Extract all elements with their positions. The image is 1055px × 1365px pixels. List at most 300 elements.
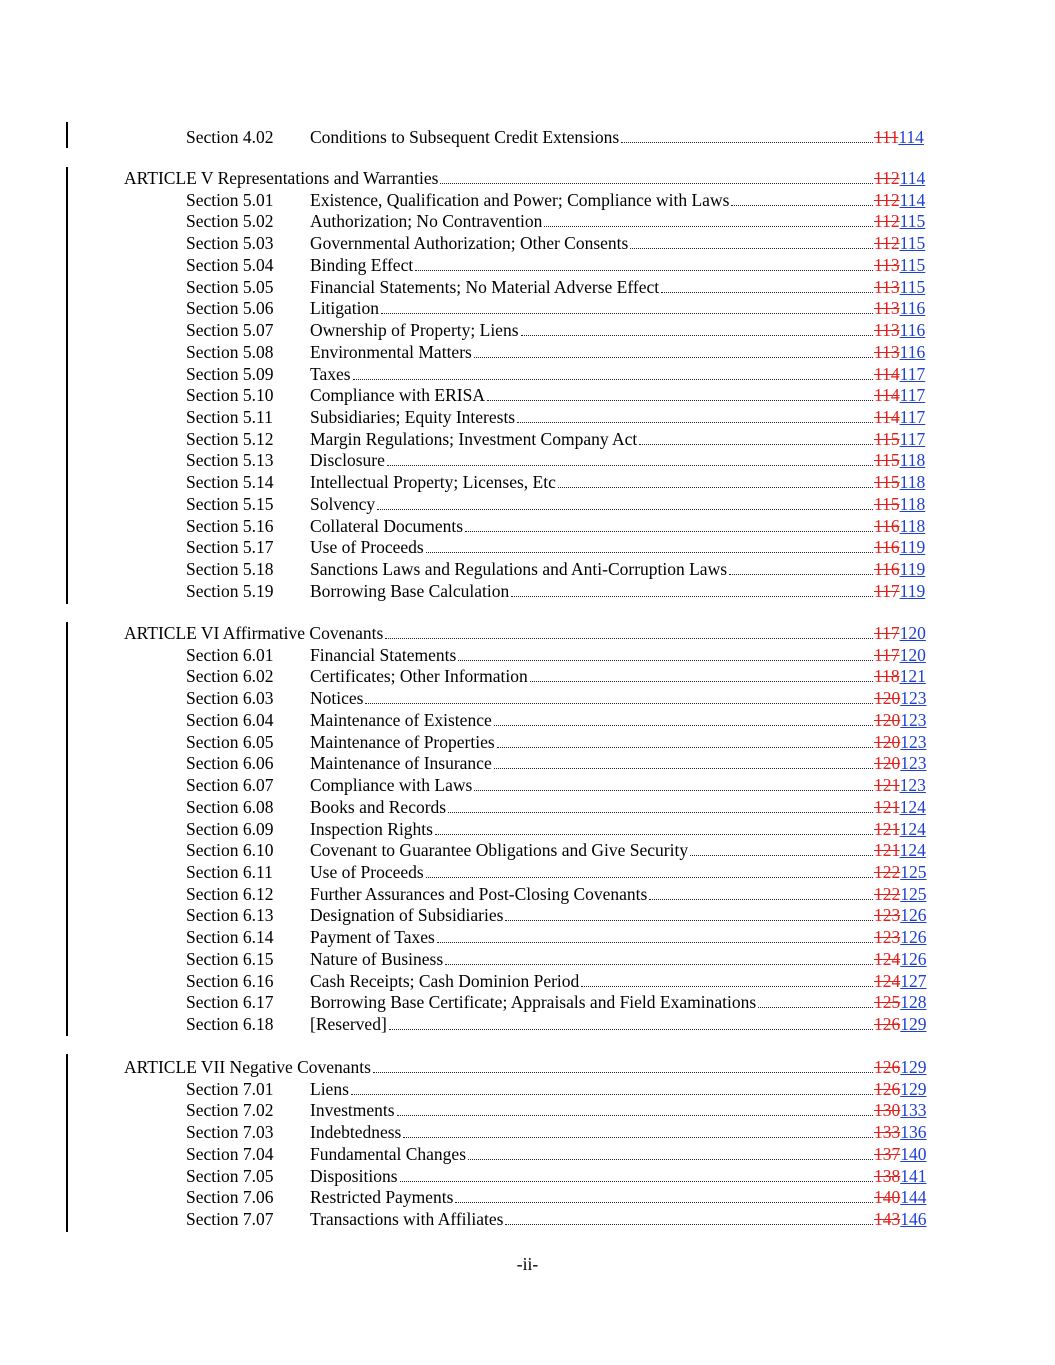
dot-leader: [731, 205, 873, 206]
toc-section-entry[interactable]: [0, 1208, 1055, 1230]
toc-section-entry[interactable]: [0, 384, 1055, 406]
entry-title: Sanctions Laws and Regulations and Anti-Corruption Laws: [310, 559, 728, 580]
page-numbers: [874, 406, 925, 428]
inserted-page-link[interactable]: 121: [899, 666, 926, 687]
inserted-page-link[interactable]: 129: [900, 1078, 927, 1099]
page-numbers: [874, 861, 927, 883]
toc-section-entry[interactable]: [0, 687, 1055, 709]
deleted-page-number: 117: [874, 644, 900, 665]
dot-leader: [621, 142, 873, 143]
toc-section-entry[interactable]: [0, 774, 1055, 796]
toc-section-entry[interactable]: [0, 731, 1055, 753]
page-numbers: [874, 709, 927, 731]
toc-section-entry[interactable]: [0, 796, 1055, 818]
section-number: Section 5.18: [186, 559, 274, 580]
deleted-page-number: 112: [874, 189, 900, 210]
inserted-page-link[interactable]: 117: [899, 407, 926, 428]
section-number: Section 7.04: [186, 1143, 274, 1164]
entry-title: Taxes: [310, 363, 351, 384]
section-number: Section 6.13: [186, 905, 274, 926]
page-numbers: [874, 580, 925, 602]
dot-leader: [474, 357, 873, 358]
entry-title: Maintenance of Insurance: [310, 753, 492, 774]
page-numbers: [874, 883, 927, 905]
entry-title: Certificates; Other Information: [310, 666, 528, 687]
page-numbers: [874, 254, 925, 276]
toc-section-entry[interactable]: [0, 297, 1055, 319]
toc-section-entry[interactable]: [0, 1099, 1055, 1121]
page-numbers: [874, 970, 927, 992]
page-numbers: [874, 818, 926, 840]
section-number: Section 5.01: [186, 189, 274, 210]
inserted-page-link[interactable]: 123: [900, 731, 927, 752]
toc-section-entry[interactable]: [0, 665, 1055, 687]
inserted-page-link[interactable]: 114: [899, 168, 926, 188]
dot-leader: [530, 681, 873, 682]
page-numbers: [874, 1013, 927, 1035]
section-number: Section 7.02: [186, 1100, 274, 1121]
section-number: Section 5.13: [186, 450, 274, 471]
entry-title: Solvency: [310, 493, 376, 514]
section-number: Section 7.03: [186, 1122, 274, 1143]
section-number: Section 6.06: [186, 753, 274, 774]
deleted-page-number: 113: [874, 298, 900, 319]
inserted-page-link[interactable]: 144: [900, 1187, 927, 1208]
entry-title: Existence, Qualification and Power; Compliance with Laws: [310, 189, 730, 210]
deleted-page-number: 113: [874, 254, 900, 275]
entry-title: Restricted Payments: [310, 1187, 454, 1208]
page-numbers: [874, 926, 927, 948]
entry-title: Designation of Subsidiaries: [310, 905, 504, 926]
deleted-page-number: 123: [874, 905, 901, 926]
deleted-page-number: 117: [874, 623, 900, 643]
section-number: Section 5.16: [186, 515, 274, 536]
toc-section-entry[interactable]: [0, 319, 1055, 341]
entry-title: Investments: [310, 1100, 395, 1121]
deleted-page-number: 117: [874, 580, 900, 601]
deleted-page-number: 115: [874, 428, 900, 449]
inserted-page-link[interactable]: 116: [899, 341, 926, 362]
section-number: Section 6.09: [186, 818, 274, 839]
toc-section-entry[interactable]: [0, 904, 1055, 926]
toc-section-entry[interactable]: [0, 883, 1055, 905]
dot-leader: [517, 422, 873, 423]
page-numbers: [874, 558, 925, 580]
deleted-page-number: 143: [874, 1209, 901, 1230]
deleted-page-number: 122: [874, 862, 901, 883]
entry-title: Governmental Authorization; Other Consents: [310, 233, 629, 254]
dot-leader: [400, 1181, 873, 1182]
entry-title: Further Assurances and Post-Closing Covenants: [310, 883, 648, 904]
dot-leader: [440, 183, 873, 184]
inserted-page-link[interactable]: 141: [900, 1165, 927, 1186]
dot-leader: [397, 1115, 873, 1116]
deleted-page-number: 137: [874, 1143, 901, 1164]
inserted-page-link[interactable]: 123: [900, 709, 927, 730]
inserted-page-link[interactable]: 124: [899, 818, 926, 839]
inserted-page-link[interactable]: 116: [899, 298, 926, 319]
dot-leader: [426, 552, 873, 553]
dot-leader: [558, 487, 873, 488]
toc-section-entry[interactable]: [0, 580, 1055, 602]
inserted-page-link[interactable]: 115: [899, 233, 926, 254]
inserted-page-link[interactable]: 115: [899, 276, 926, 297]
inserted-page-link[interactable]: 126: [900, 905, 927, 926]
toc-section-entry[interactable]: [0, 839, 1055, 861]
inserted-page-link[interactable]: 136: [900, 1122, 927, 1143]
dot-leader: [505, 1224, 873, 1225]
inserted-page-link[interactable]: 125: [900, 862, 927, 883]
deleted-page-number: 115: [874, 450, 900, 471]
dot-leader: [365, 703, 873, 704]
deleted-page-number: 121: [874, 775, 900, 796]
entry-title: Transactions with Affiliates: [310, 1209, 504, 1230]
page-numbers: [874, 536, 925, 558]
dot-leader: [729, 574, 873, 575]
dot-leader: [494, 768, 873, 769]
entry-title: Compliance with Laws: [310, 775, 473, 796]
page-numbers: [874, 232, 925, 254]
entry-title: Conditions to Subsequent Credit Extensions: [310, 127, 620, 147]
toc-section-entry[interactable]: [0, 752, 1055, 774]
deleted-page-number: 116: [874, 559, 900, 580]
entry-title: Litigation: [310, 298, 380, 319]
inserted-page-link[interactable]: 114: [898, 127, 924, 147]
page-numbers: [874, 687, 927, 709]
inserted-page-link[interactable]: 117: [899, 385, 926, 406]
inserted-page-link[interactable]: 123: [900, 688, 927, 709]
toc-section-entry[interactable]: [0, 341, 1055, 363]
page-numbers: [874, 1143, 927, 1165]
entry-title: Payment of Taxes: [310, 927, 435, 948]
dot-leader: [690, 855, 873, 856]
inserted-page-link[interactable]: 146: [900, 1209, 927, 1230]
dot-leader: [474, 790, 873, 791]
section-number: Section 6.16: [186, 970, 274, 991]
toc-section-entry[interactable]: [0, 1186, 1055, 1208]
entry-title: Margin Regulations; Investment Company Act: [310, 428, 638, 449]
inserted-page-link[interactable]: 127: [900, 970, 927, 991]
deleted-page-number: 116: [874, 515, 900, 536]
inserted-page-link[interactable]: 119: [899, 580, 926, 601]
section-number: Section 5.17: [186, 537, 274, 558]
deleted-page-number: 115: [874, 472, 900, 493]
page-numbers: [874, 774, 926, 796]
deleted-page-number: 113: [874, 320, 900, 341]
entry-title: Borrowing Base Certificate; Appraisals and Field Examinations: [310, 992, 757, 1013]
inserted-page-link[interactable]: 115: [899, 254, 926, 275]
inserted-page-link[interactable]: 118: [899, 472, 926, 493]
page-numbers: [874, 515, 925, 537]
deleted-page-number: 111: [874, 127, 899, 147]
entry-title: Covenant to Guarantee Obligations and Give Security: [310, 840, 689, 861]
deleted-page-number: 133: [874, 1122, 901, 1143]
inserted-page-link[interactable]: 124: [899, 840, 926, 861]
entry-title: Indebtedness: [310, 1122, 402, 1143]
inserted-page-link[interactable]: 126: [900, 948, 927, 969]
toc-section-entry[interactable]: [0, 126, 1055, 148]
page-numbers: [874, 493, 925, 515]
toc-section-entry[interactable]: [0, 558, 1055, 580]
page-numbers: [874, 752, 927, 774]
toc-section-entry[interactable]: [0, 276, 1055, 298]
page-numbers: [874, 904, 927, 926]
page-numbers: [874, 1121, 927, 1143]
deleted-page-number: 125: [874, 992, 901, 1013]
toc-section-entry[interactable]: [0, 449, 1055, 471]
toc-section-entry[interactable]: [0, 363, 1055, 385]
page-numbers: [874, 428, 925, 450]
deleted-page-number: 123: [874, 927, 901, 948]
dot-leader: [435, 834, 873, 835]
dot-leader: [445, 964, 873, 965]
toc-section-entry[interactable]: [0, 709, 1055, 731]
section-number: Section 6.12: [186, 883, 274, 904]
dot-leader: [544, 226, 873, 227]
section-number: Section 6.11: [186, 862, 273, 883]
entry-title: Use of Proceeds: [310, 537, 424, 558]
page-numbers: [874, 796, 926, 818]
deleted-page-number: 121: [874, 840, 900, 861]
toc-section-entry[interactable]: [0, 644, 1055, 666]
inserted-page-link[interactable]: 119: [899, 559, 926, 580]
section-number: Section 7.01: [186, 1078, 274, 1099]
dot-leader: [415, 270, 873, 271]
section-number: Section 5.10: [186, 385, 274, 406]
section-number: Section 6.10: [186, 840, 274, 861]
entry-title: Disclosure: [310, 450, 385, 471]
entry-title: Intellectual Property; Licenses, Etc: [310, 472, 556, 493]
toc-section-entry[interactable]: [0, 1165, 1055, 1187]
deleted-page-number: 113: [874, 276, 900, 297]
entry-title: Use of Proceeds: [310, 862, 424, 883]
page-numbers: [874, 210, 925, 232]
page-numbers: [874, 948, 927, 970]
deleted-page-number: 122: [874, 883, 901, 904]
dot-leader: [581, 986, 873, 987]
inserted-page-link[interactable]: 129: [900, 1057, 927, 1077]
entry-title: Cash Receipts; Cash Dominion Period: [310, 970, 580, 991]
dot-leader: [468, 1159, 873, 1160]
toc-section-entry[interactable]: [0, 861, 1055, 883]
inserted-page-link[interactable]: 116: [899, 320, 926, 341]
section-number: Section 6.14: [186, 927, 274, 948]
dot-leader: [521, 335, 873, 336]
page-numbers: [874, 991, 927, 1013]
deleted-page-number: 120: [874, 688, 901, 709]
toc-article-entry[interactable]: [0, 1056, 1055, 1078]
dot-leader: [381, 313, 873, 314]
page-numbers: [874, 839, 926, 861]
toc-section-entry[interactable]: [0, 818, 1055, 840]
dot-leader: [505, 920, 873, 921]
inserted-page-link[interactable]: 119: [899, 537, 926, 558]
entry-title: [Reserved]: [310, 1014, 387, 1035]
toc-article-entry[interactable]: [0, 622, 1055, 644]
dot-leader: [387, 465, 873, 466]
section-number: Section 6.07: [186, 775, 274, 796]
toc-section-entry[interactable]: [0, 210, 1055, 232]
deleted-page-number: 126: [874, 1014, 901, 1035]
entry-title: Books and Records: [310, 796, 447, 817]
deleted-page-number: 114: [874, 407, 900, 428]
toc-section-entry[interactable]: [0, 536, 1055, 558]
entry-title: Financial Statements; No Material Adverse Effect: [310, 276, 660, 297]
deleted-page-number: 126: [874, 1057, 901, 1077]
deleted-page-number: 120: [874, 709, 901, 730]
deleted-page-number: 130: [874, 1100, 901, 1121]
page-numbers: [874, 363, 925, 385]
dot-leader: [630, 248, 873, 249]
section-number: Section 5.12: [186, 428, 274, 449]
inserted-page-link[interactable]: 124: [899, 796, 926, 817]
toc-section-entry[interactable]: [0, 493, 1055, 515]
page-numbers: [874, 1165, 927, 1187]
inserted-page-link[interactable]: 123: [900, 753, 927, 774]
entry-title: Notices: [310, 688, 364, 709]
inserted-page-link[interactable]: 117: [899, 428, 926, 449]
dot-leader: [494, 725, 873, 726]
dot-leader: [649, 899, 873, 900]
deleted-page-number: 112: [874, 211, 900, 232]
deleted-page-number: 112: [874, 168, 900, 188]
section-number: Section 7.07: [186, 1209, 274, 1230]
entry-title: Collateral Documents: [310, 515, 464, 536]
entry-title: Nature of Business: [310, 948, 444, 969]
deleted-page-number: 118: [874, 666, 900, 687]
entry-title: ARTICLE VII Negative Covenants: [124, 1057, 371, 1077]
section-number: Section 6.02: [186, 666, 274, 687]
section-number: Section 6.01: [186, 644, 274, 665]
toc-section-entry[interactable]: [0, 948, 1055, 970]
section-number: Section 5.06: [186, 298, 274, 319]
inserted-page-link[interactable]: 118: [899, 493, 926, 514]
page-numbers: [874, 167, 925, 189]
dot-leader: [426, 877, 873, 878]
page-numbers: [874, 341, 925, 363]
deleted-page-number: 114: [874, 385, 900, 406]
toc-section-entry[interactable]: [0, 1078, 1055, 1100]
toc-section-entry[interactable]: [0, 406, 1055, 428]
section-number: Section 5.11: [186, 407, 273, 428]
toc-section-entry[interactable]: [0, 232, 1055, 254]
section-number: Section 5.15: [186, 493, 274, 514]
toc-section-entry[interactable]: [0, 991, 1055, 1013]
inserted-page-link[interactable]: 115: [899, 211, 926, 232]
inserted-page-link[interactable]: 125: [900, 883, 927, 904]
dot-leader: [458, 660, 873, 661]
dot-leader: [385, 638, 873, 639]
entry-title: Fundamental Changes: [310, 1143, 467, 1164]
inserted-page-link[interactable]: 129: [900, 1014, 927, 1035]
dot-leader: [353, 379, 873, 380]
inserted-page-link[interactable]: 126: [900, 927, 927, 948]
dot-leader: [758, 1007, 873, 1008]
section-number: Section 6.08: [186, 796, 274, 817]
inserted-page-link[interactable]: 128: [900, 992, 927, 1013]
inserted-page-link[interactable]: 140: [900, 1143, 927, 1164]
inserted-page-link[interactable]: 120: [899, 623, 926, 643]
inserted-page-link[interactable]: 133: [900, 1100, 927, 1121]
inserted-page-link[interactable]: 114: [899, 189, 926, 210]
section-number: Section 6.15: [186, 948, 274, 969]
dot-leader: [661, 292, 873, 293]
dot-leader: [403, 1137, 873, 1138]
inserted-page-link[interactable]: 118: [899, 450, 926, 471]
toc-section-entry[interactable]: [0, 471, 1055, 493]
deleted-page-number: 116: [874, 537, 900, 558]
inserted-page-link[interactable]: 120: [899, 644, 926, 665]
deleted-page-number: 121: [874, 796, 900, 817]
deleted-page-number: 120: [874, 731, 901, 752]
section-number: Section 5.19: [186, 580, 274, 601]
toc-section-entry[interactable]: [0, 428, 1055, 450]
page-numbers: [874, 1186, 927, 1208]
entry-title: Authorization; No Contravention: [310, 211, 543, 232]
deleted-page-number: 120: [874, 753, 901, 774]
dot-leader: [351, 1094, 873, 1095]
inserted-page-link[interactable]: 123: [899, 775, 926, 796]
deleted-page-number: 114: [874, 363, 900, 384]
entry-title: Subsidiaries; Equity Interests: [310, 407, 516, 428]
toc-section-entry[interactable]: [0, 970, 1055, 992]
section-number: Section 6.18: [186, 1014, 274, 1035]
entry-title: Environmental Matters: [310, 341, 472, 362]
toc-section-entry[interactable]: [0, 926, 1055, 948]
section-number: Section 6.04: [186, 709, 274, 730]
page-numbers: [874, 384, 925, 406]
toc-section-entry[interactable]: [0, 1013, 1055, 1035]
entry-title: ARTICLE VI Affirmative Covenants: [124, 623, 384, 643]
entry-title: Compliance with ERISA: [310, 385, 485, 406]
dot-leader: [639, 444, 873, 445]
entry-title: Maintenance of Existence: [310, 709, 492, 730]
toc-section-entry[interactable]: [0, 1121, 1055, 1143]
section-number: Section 4.02: [186, 127, 274, 147]
toc-article-entry[interactable]: [0, 167, 1055, 189]
toc-section-entry[interactable]: [0, 1143, 1055, 1165]
section-number: Section 5.07: [186, 320, 274, 341]
section-number: Section 6.17: [186, 992, 274, 1013]
dot-leader: [511, 596, 873, 597]
toc-section-entry[interactable]: [0, 254, 1055, 276]
entry-title: Ownership of Property; Liens: [310, 320, 519, 341]
entry-title: Financial Statements: [310, 644, 457, 665]
inserted-page-link[interactable]: 117: [899, 363, 926, 384]
inserted-page-link[interactable]: 118: [899, 515, 926, 536]
section-number: Section 7.05: [186, 1165, 274, 1186]
dot-leader: [487, 400, 873, 401]
toc-section-entry[interactable]: [0, 515, 1055, 537]
entry-title: Binding Effect: [310, 254, 414, 275]
entry-title: Maintenance of Properties: [310, 731, 495, 752]
dot-leader: [377, 509, 873, 510]
dot-leader: [455, 1202, 873, 1203]
section-number: Section 5.09: [186, 363, 274, 384]
page-numbers: [874, 622, 926, 644]
section-number: Section 5.02: [186, 211, 274, 232]
deleted-page-number: 113: [874, 341, 900, 362]
page-numbers: [874, 449, 925, 471]
dot-leader: [389, 1029, 873, 1030]
page-numbers: [874, 731, 927, 753]
deleted-page-number: 112: [874, 233, 900, 254]
page-number: -ii-: [516, 1254, 539, 1274]
deleted-page-number: 138: [874, 1165, 901, 1186]
toc-section-entry[interactable]: [0, 189, 1055, 211]
dot-leader: [373, 1072, 873, 1073]
section-number: Section 5.04: [186, 254, 274, 275]
